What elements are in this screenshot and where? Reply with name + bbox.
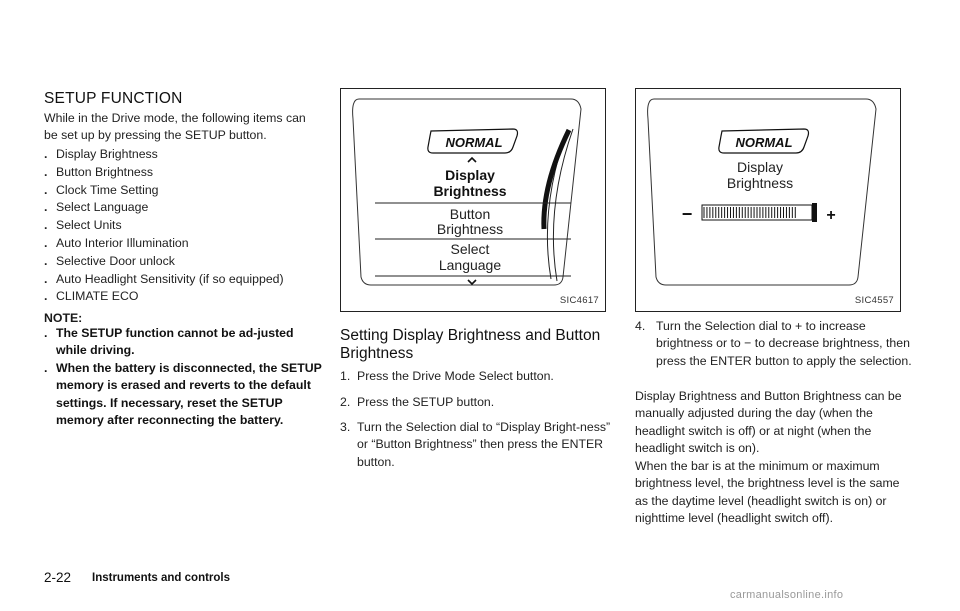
- figure-code: SIC4557: [854, 295, 894, 306]
- page-number: 2-22: [44, 570, 72, 585]
- section-heading: SETUP FUNCTION: [44, 90, 183, 107]
- bullet-dot: .: [44, 147, 48, 161]
- step-number: 3.: [340, 420, 351, 434]
- step-number: 2.: [340, 395, 351, 409]
- list-item-text: Select Language: [56, 200, 149, 215]
- option-language-line2: Language: [438, 257, 502, 273]
- note-title: NOTE:: [44, 311, 83, 325]
- bullet-dot: .: [44, 253, 48, 268]
- list-item-text: Selective Door unlock: [56, 253, 175, 268]
- option-button-line2: Brightness: [436, 221, 504, 237]
- brightness-bar-end: [812, 203, 817, 222]
- plus-icon: +: [826, 207, 836, 224]
- note-text: The SETUP function cannot be ad-justed while driving.: [56, 326, 294, 358]
- bullet-dot: .: [44, 164, 48, 179]
- step-text: Press the Drive Mode Select button.: [357, 369, 554, 383]
- mode-label: NORMAL: [735, 135, 793, 150]
- figure-setup-menu: [340, 88, 606, 312]
- list-item-text: Auto Interior Illumination: [56, 236, 189, 250]
- step-text: Turn the Selection dial to + to increase brightness or to − to decrease brightness, then press the ENTER button to apply the selection.: [656, 319, 912, 368]
- bullet-dot: .: [44, 361, 48, 375]
- selected-item-line1: Display: [445, 167, 495, 183]
- bullet-dot: .: [44, 218, 48, 233]
- subsection-heading: Setting Display Brightness and Button Brightness: [340, 327, 601, 362]
- list-item-text: CLIMATE ECO: [56, 289, 139, 304]
- list-item-text: Display Brightness: [56, 147, 158, 161]
- list-item-text: Clock Time Setting: [56, 182, 159, 197]
- figure-code: SIC4617: [559, 295, 599, 306]
- brightness-illustration: [636, 89, 900, 311]
- minus-icon: −: [681, 204, 693, 224]
- bullet-dot: .: [44, 326, 48, 340]
- paragraph-min-max: When the bar is at the minimum or maximum brightness level, the brightness level is the same as the daytime level (headlight switch is on) or nighttime level (headlight switch off).: [635, 459, 900, 526]
- bullet-dot: .: [44, 200, 48, 215]
- brightness-bar-segments: [704, 207, 795, 218]
- step-text: Turn the Selection dial to “Display Bright-ness” or “Button Brightness” then press the ENTER button.: [357, 420, 611, 469]
- title-line2: Brightness: [726, 175, 794, 191]
- intro-line-2: be set up by pressing the SETUP button.: [44, 128, 267, 142]
- bullet-dot: .: [44, 236, 48, 250]
- step-number: 1.: [340, 369, 351, 383]
- list-item-text: Select Units: [56, 218, 122, 233]
- option-button-line1: Button: [449, 206, 491, 222]
- note-text: When the battery is disconnected, the SETUP memory is erased and reverts to the default settings. If necessary, reset the SETUP memory after reconnecting the battery.: [56, 361, 322, 428]
- step-number: 4.: [635, 319, 646, 333]
- figure-brightness-adjust: [635, 88, 901, 312]
- option-language-line1: Select: [450, 241, 490, 257]
- list-item-text: Auto Headlight Sensitivity (if so equipped): [56, 271, 284, 286]
- step-text: Press the SETUP button.: [357, 395, 495, 409]
- selected-item-line2: Brightness: [433, 183, 507, 199]
- paragraph-manual-adjust: Display Brightness and Button Brightness can be manually adjusted during the day (when the headlight switch is off) or at night (when the headlight switch is on).: [635, 389, 902, 456]
- bullet-dot: .: [44, 271, 48, 286]
- section-title: Instruments and controls: [92, 572, 231, 584]
- setup-menu-illustration: [341, 89, 605, 311]
- list-item-text: Button Brightness: [56, 164, 154, 179]
- bullet-dot: .: [44, 289, 48, 304]
- bullet-dot: .: [44, 182, 48, 197]
- watermark: carmanualsonline.info: [730, 589, 844, 601]
- intro-line-1: While in the Drive mode, the following items can: [44, 111, 306, 125]
- mode-label: NORMAL: [445, 135, 503, 150]
- title-line1: Display: [737, 159, 783, 175]
